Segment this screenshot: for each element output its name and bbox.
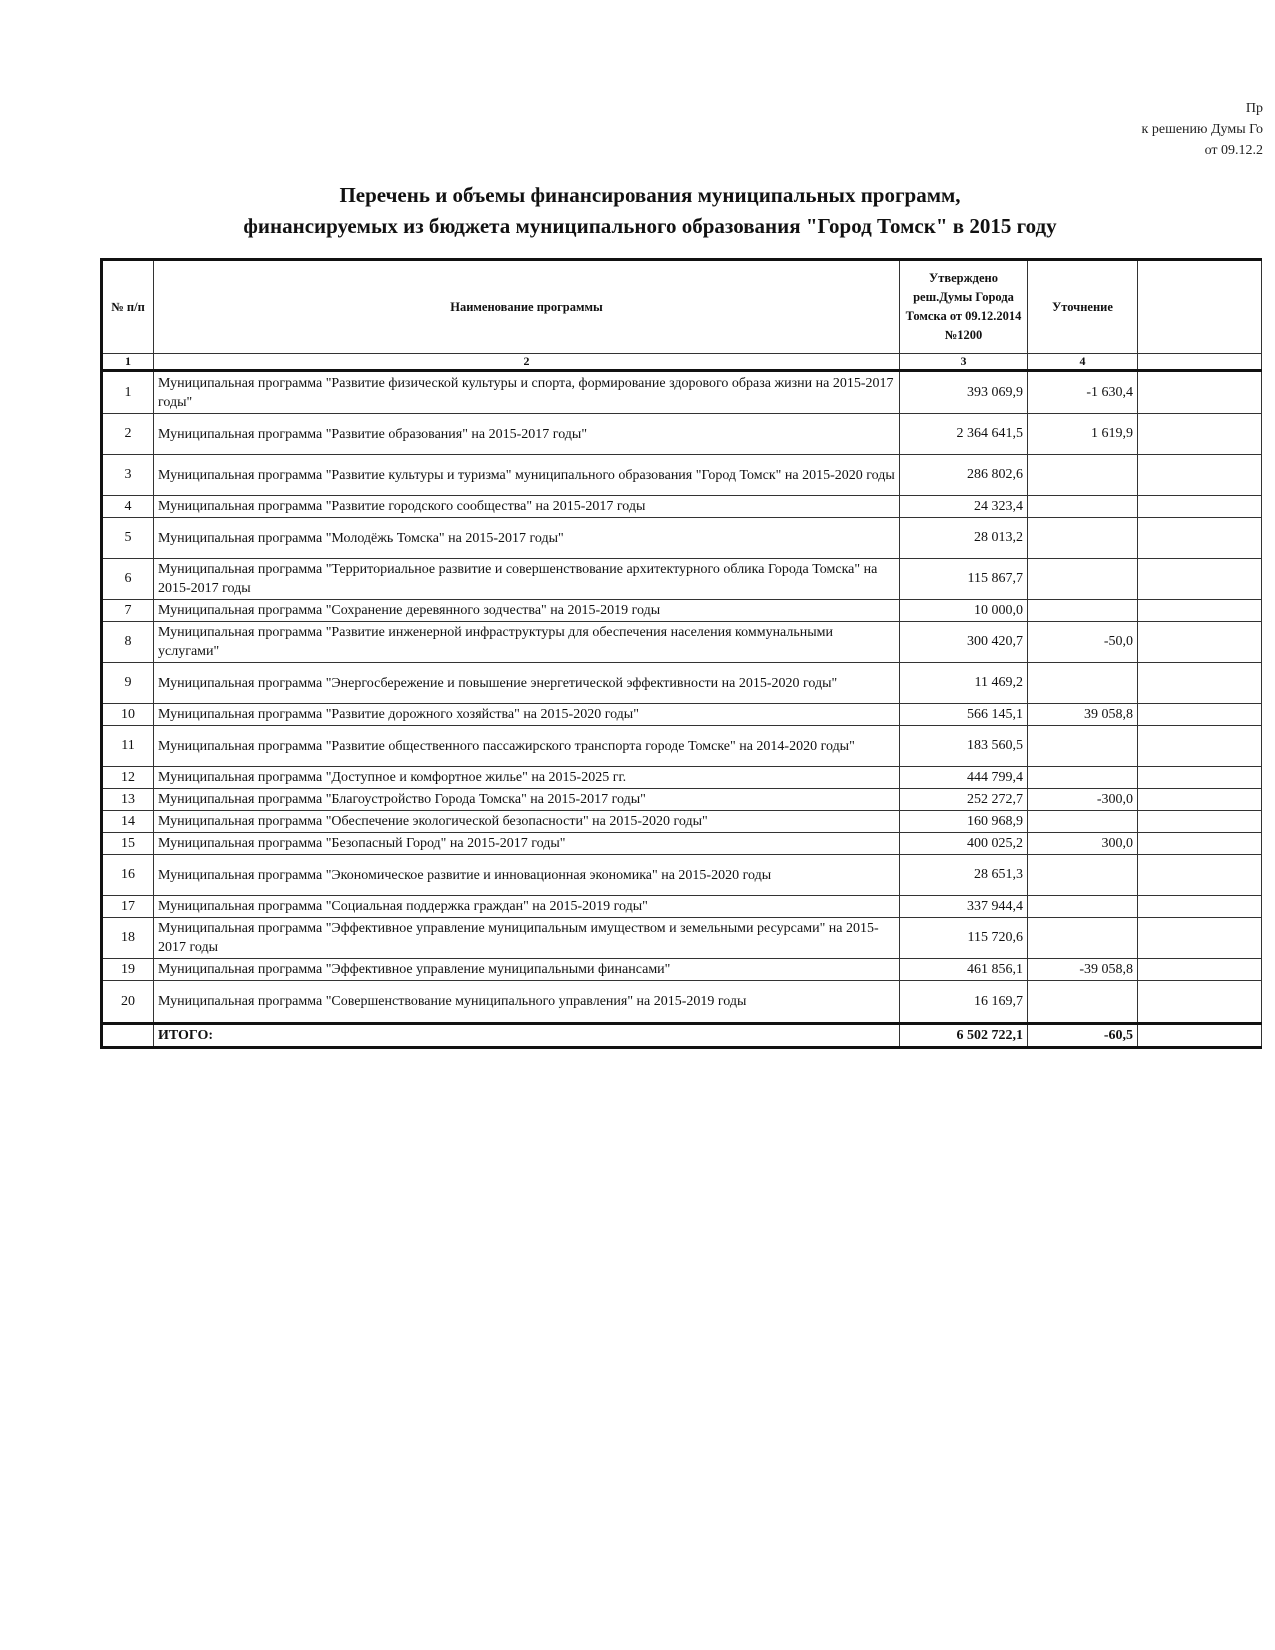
row-approved-amount: 28 651,3 [900,855,1028,896]
row-approved-amount: 28 013,2 [900,518,1028,559]
row-number: 11 [102,726,154,767]
row-program-name: Муниципальная программа "Безопасный Город" на 2015-2017 годы" [154,833,900,855]
row-cut-cell [1138,371,1262,414]
row-program-name: Муниципальная программа "Молодёжь Томска" на 2015-2017 годы" [154,518,900,559]
row-change-amount [1028,811,1138,833]
row-approved-amount: 566 145,1 [900,704,1028,726]
row-change-amount: -300,0 [1028,789,1138,811]
row-cut-cell [1138,981,1262,1024]
table-row [102,726,1262,767]
row-cut-cell [1138,896,1262,918]
row-approved-amount: 160 968,9 [900,811,1028,833]
row-program-name: Муниципальная программа "Эффективное управление муниципальным имуществом и земельными ресурсами" на 2015-2017 годы [154,918,900,959]
row-program-name: Муниципальная программа "Доступное и комфортное жилье" на 2015-2025 гг. [154,767,900,789]
table-row [102,414,1262,455]
row-approved-amount: 16 169,7 [900,981,1028,1024]
row-cut-cell [1138,789,1262,811]
row-change-amount [1028,918,1138,959]
col-number-4: 4 [1028,354,1138,371]
programs-table-container [100,258,1275,1049]
row-approved-amount: 400 025,2 [900,833,1028,855]
row-program-name: Муниципальная программа "Территориальное развитие и совершенствование архитектурного облика Города Томска" на 2015-2017 годы [154,559,900,600]
row-cut-cell [1138,767,1262,789]
row-number: 16 [102,855,154,896]
row-cut-cell [1138,811,1262,833]
row-number: 9 [102,663,154,704]
table-row [102,981,1262,1024]
row-change-amount: 39 058,8 [1028,704,1138,726]
row-number: 7 [102,600,154,622]
row-cut-cell [1138,726,1262,767]
row-change-amount: -50,0 [1028,622,1138,663]
row-approved-amount: 10 000,0 [900,600,1028,622]
row-approved-amount: 444 799,4 [900,767,1028,789]
table-row [102,833,1262,855]
row-number: 10 [102,704,154,726]
row-program-name: Муниципальная программа "Благоустройство Города Томска" на 2015-2017 годы" [154,789,900,811]
total-label: ИТОГО: [154,1024,900,1048]
row-change-amount [1028,496,1138,518]
table-row [102,622,1262,663]
table-row [102,704,1262,726]
programs-table-body [102,371,1262,1024]
table-row [102,600,1262,622]
col-number-cut [1138,354,1262,371]
row-program-name: Муниципальная программа "Сохранение деревянного зодчества" на 2015-2019 годы [154,600,900,622]
row-change-amount [1028,518,1138,559]
table-row [102,789,1262,811]
row-program-name: Муниципальная программа "Развитие культуры и туризма" муниципального образования "Город Томск" на 2015-2020 годы [154,455,900,496]
row-number: 2 [102,414,154,455]
row-approved-amount: 115 720,6 [900,918,1028,959]
title-line-2: финансируемых из бюджета муниципального образования "Город Томск" в 2015 году [243,214,1057,238]
row-program-name: Муниципальная программа "Энергосбережение и повышение энергетической эффективности на 2015-2020 годы" [154,663,900,704]
row-approved-amount: 115 867,7 [900,559,1028,600]
row-program-name: Муниципальная программа "Развитие дорожного хозяйства" на 2015-2020 годы" [154,704,900,726]
row-change-amount [1028,896,1138,918]
row-number: 5 [102,518,154,559]
header-program-name: Наименование программы [154,260,900,354]
table-row [102,455,1262,496]
document-title [150,180,1150,242]
row-cut-cell [1138,518,1262,559]
row-approved-amount: 461 856,1 [900,959,1028,981]
row-number: 18 [102,918,154,959]
row-number: 3 [102,455,154,496]
table-row [102,518,1262,559]
row-program-name: Муниципальная программа "Развитие инженерной инфраструктуры для обеспечения населения коммунальными услугами" [154,622,900,663]
table-row [102,371,1262,414]
row-change-amount [1028,726,1138,767]
row-program-name: Муниципальная программа "Развитие общественного пассажирского транспорта городе Томске" на 2014-2020 годы" [154,726,900,767]
row-number: 8 [102,622,154,663]
row-number: 13 [102,789,154,811]
row-change-amount: -39 058,8 [1028,959,1138,981]
row-approved-amount: 2 364 641,5 [900,414,1028,455]
row-program-name: Муниципальная программа "Развитие образования" на 2015-2017 годы" [154,414,900,455]
header-approved: Утверждено реш.Думы Города Томска от 09.12.2014 №1200 [900,260,1028,354]
row-approved-amount: 24 323,4 [900,496,1028,518]
row-approved-amount: 11 469,2 [900,663,1028,704]
row-change-amount [1028,559,1138,600]
row-program-name: Муниципальная программа "Развитие физической культуры и спорта, формирование здорового образа жизни на 2015-2017 годы" [154,371,900,414]
row-number: 6 [102,559,154,600]
row-approved-amount: 286 802,6 [900,455,1028,496]
row-program-name: Муниципальная программа "Обеспечение экологической безопасности" на 2015-2020 годы" [154,811,900,833]
row-approved-amount: 252 272,7 [900,789,1028,811]
table-row [102,855,1262,896]
row-number: 14 [102,811,154,833]
col-number-2: 2 [154,354,900,371]
table-row [102,663,1262,704]
table-row [102,896,1262,918]
table-row [102,811,1262,833]
row-cut-cell [1138,833,1262,855]
row-change-amount [1028,455,1138,496]
row-cut-cell [1138,663,1262,704]
row-number: 4 [102,496,154,518]
row-cut-cell [1138,455,1262,496]
title-line-1: Перечень и объемы финансирования муниципальных программ, [339,183,961,207]
row-cut-cell [1138,600,1262,622]
table-row [102,959,1262,981]
row-cut-cell [1138,959,1262,981]
row-approved-amount: 183 560,5 [900,726,1028,767]
header-cut-column [1138,260,1262,354]
row-number: 15 [102,833,154,855]
row-number: 20 [102,981,154,1024]
total-approved: 6 502 722,1 [900,1024,1028,1048]
row-approved-amount: 300 420,7 [900,622,1028,663]
row-number: 17 [102,896,154,918]
row-change-amount [1028,600,1138,622]
row-number: 12 [102,767,154,789]
table-row [102,496,1262,518]
row-cut-cell [1138,918,1262,959]
appendix-line-2: к решению Думы Го [1141,122,1263,137]
table-row [102,918,1262,959]
appendix-note [1033,98,1263,161]
row-program-name: Муниципальная программа "Социальная поддержка граждан" на 2015-2019 годы" [154,896,900,918]
row-cut-cell [1138,559,1262,600]
header-change: Уточнение [1028,260,1138,354]
row-program-name: Муниципальная программа "Совершенствование муниципального управления" на 2015-2019 годы [154,981,900,1024]
row-approved-amount: 337 944,4 [900,896,1028,918]
row-cut-cell [1138,496,1262,518]
row-program-name: Муниципальная программа "Развитие городского сообщества" на 2015-2017 годы [154,496,900,518]
col-number-1: 1 [102,354,154,371]
total-change: -60,5 [1028,1024,1138,1048]
row-program-name: Муниципальная программа "Эффективное управление муниципальными финансами" [154,959,900,981]
table-row [102,767,1262,789]
row-cut-cell [1138,414,1262,455]
total-row [102,1024,1262,1048]
col-number-3: 3 [900,354,1028,371]
row-number: 1 [102,371,154,414]
row-change-amount: 300,0 [1028,833,1138,855]
row-change-amount [1028,855,1138,896]
row-number: 19 [102,959,154,981]
row-program-name: Муниципальная программа "Экономическое развитие и инновационная экономика" на 2015-2020 годы [154,855,900,896]
row-approved-amount: 393 069,9 [900,371,1028,414]
row-change-amount: -1 630,4 [1028,371,1138,414]
row-change-amount [1028,663,1138,704]
row-change-amount [1028,767,1138,789]
programs-table [100,258,1262,1049]
row-change-amount: 1 619,9 [1028,414,1138,455]
header-number: № п/п [102,260,154,354]
row-cut-cell [1138,704,1262,726]
row-change-amount [1028,981,1138,1024]
row-cut-cell [1138,622,1262,663]
appendix-line-3: от 09.12.2 [1204,143,1263,158]
row-cut-cell [1138,855,1262,896]
table-row [102,559,1262,600]
appendix-line-1: Пр [1245,101,1263,116]
